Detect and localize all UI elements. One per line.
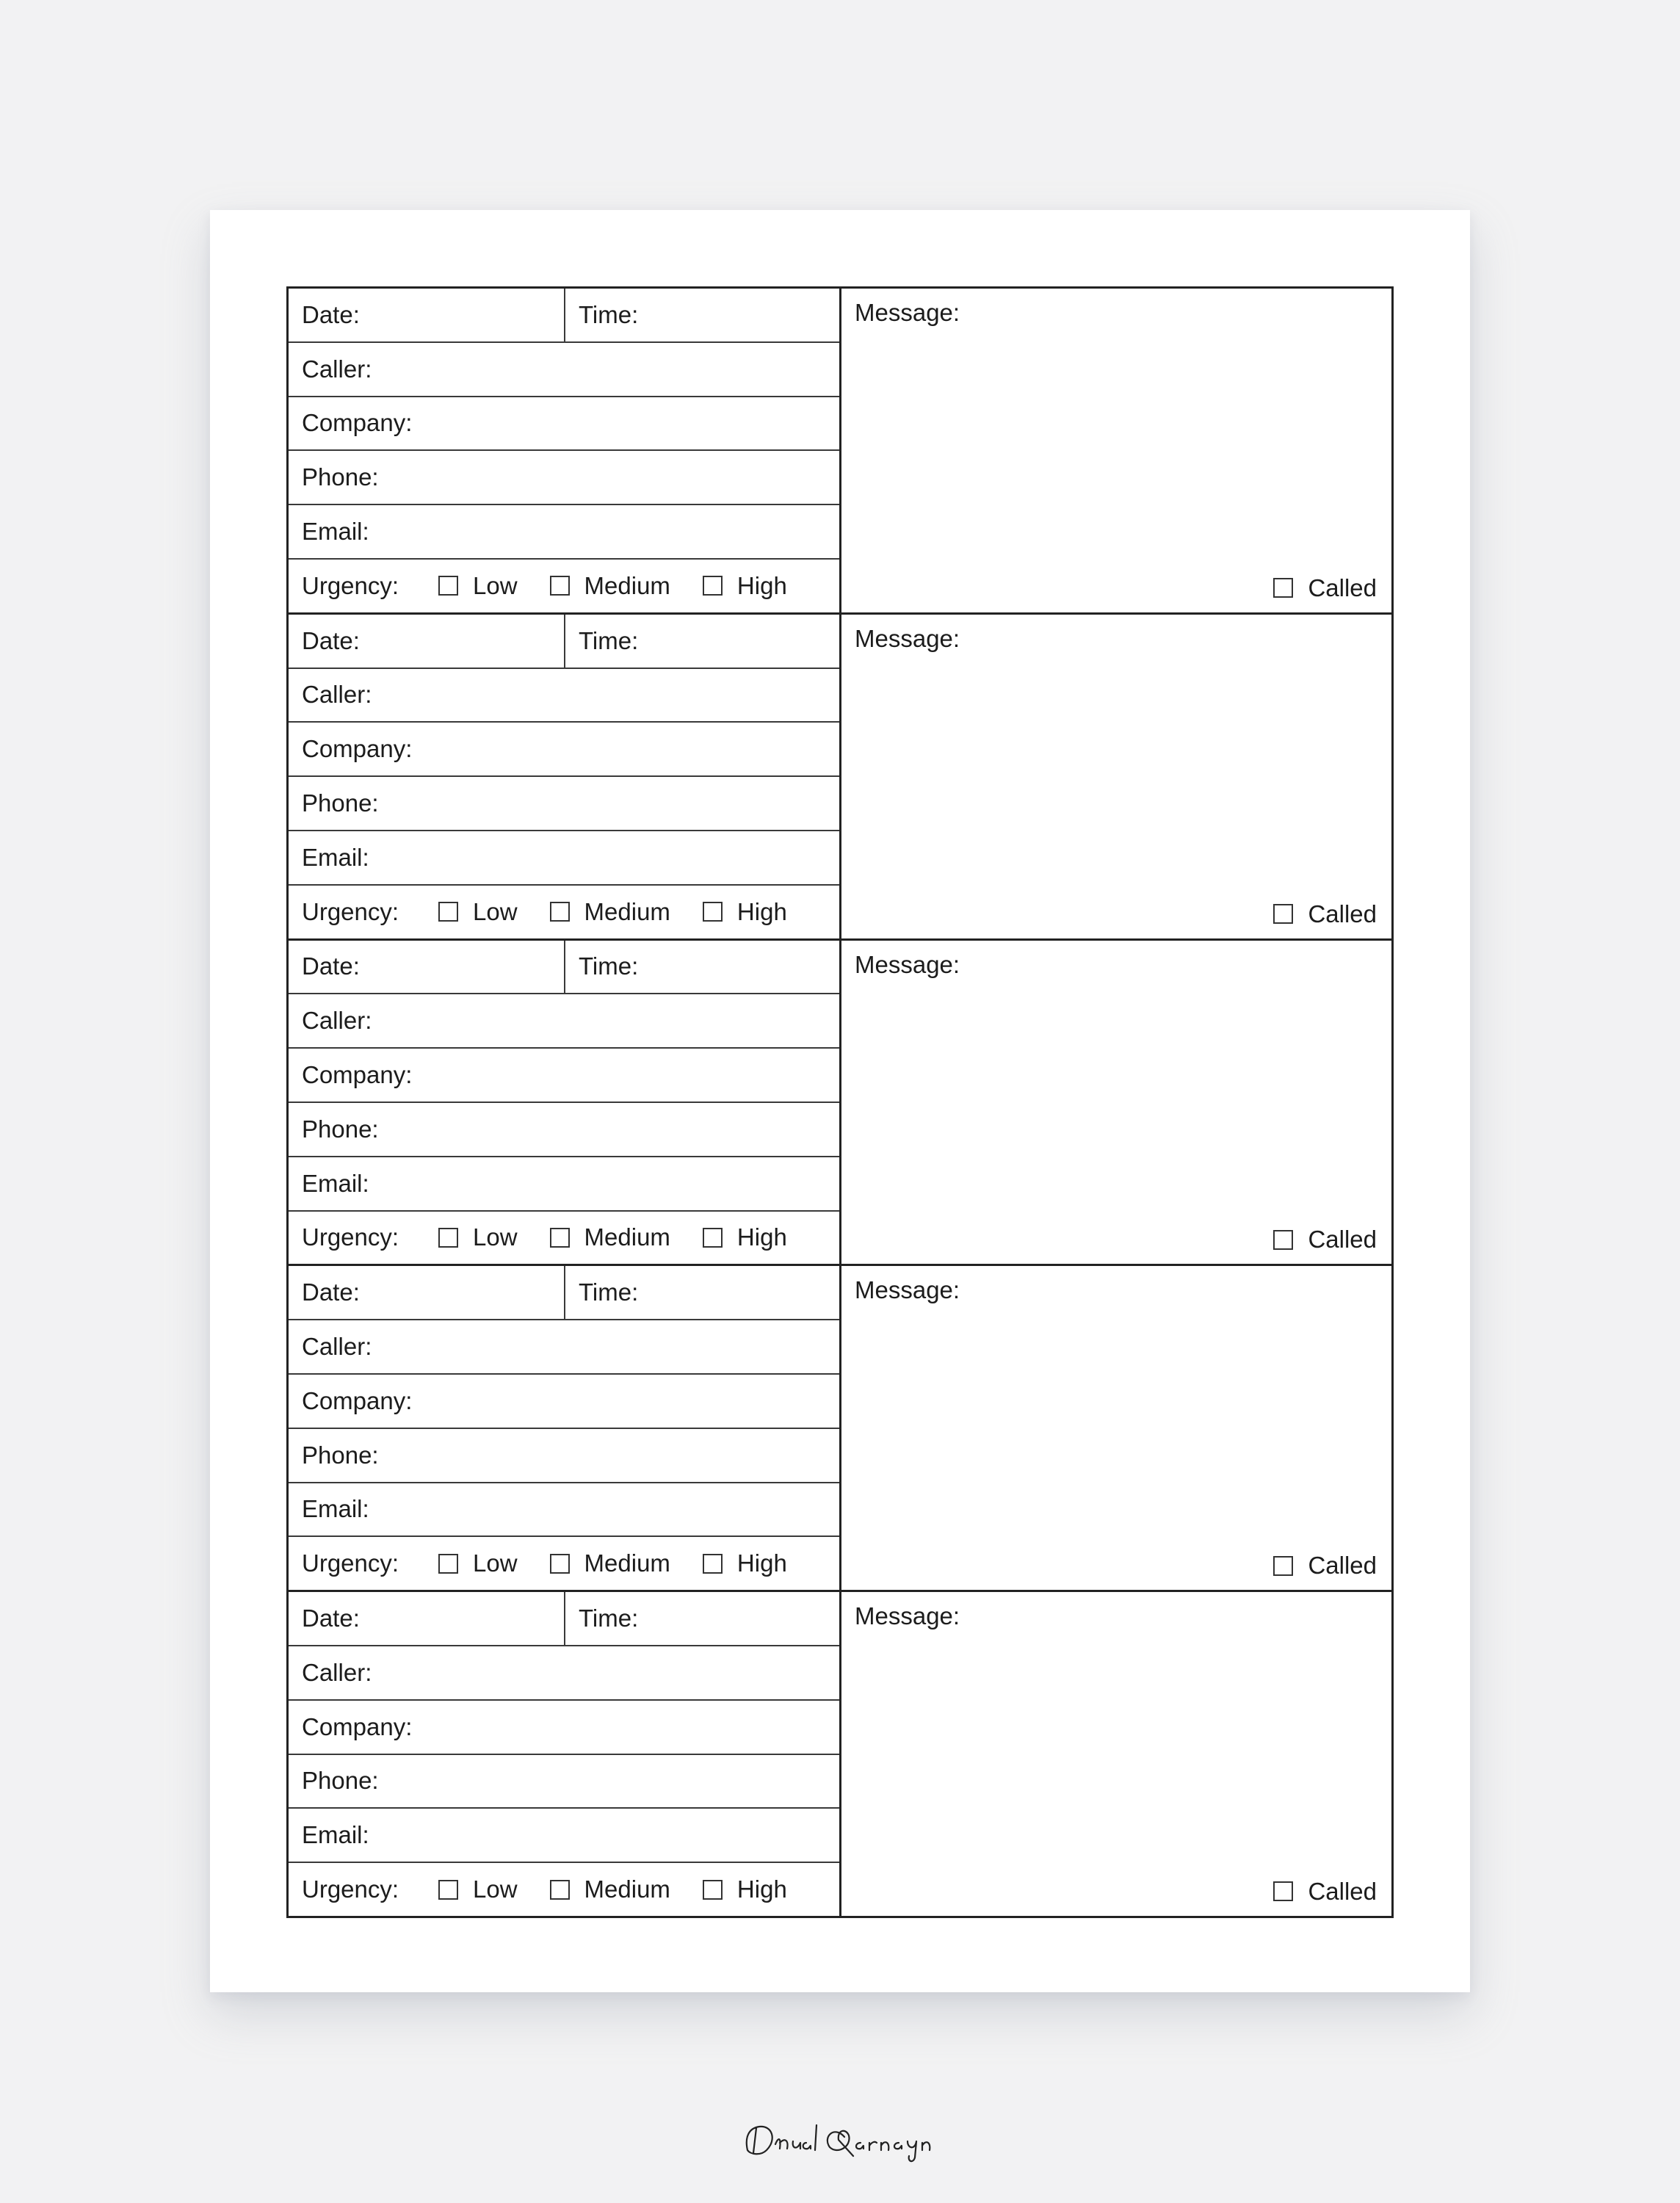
caller-details bbox=[289, 1592, 841, 1916]
caller-details bbox=[289, 289, 841, 612]
message-area[interactable] bbox=[841, 1592, 1391, 1916]
email-label: Email: bbox=[302, 1821, 369, 1849]
date-label: Date: bbox=[302, 1278, 360, 1306]
phone-label: Phone: bbox=[302, 789, 379, 817]
high-checkbox[interactable] bbox=[703, 576, 723, 596]
medium-checkbox[interactable] bbox=[550, 576, 570, 596]
high-label: High bbox=[736, 897, 787, 925]
date-field[interactable] bbox=[289, 1266, 565, 1319]
caller-details bbox=[289, 1266, 841, 1590]
phone-field[interactable] bbox=[289, 451, 839, 505]
date-field[interactable] bbox=[289, 941, 565, 994]
phone-label: Phone: bbox=[302, 1441, 379, 1469]
high-label: High bbox=[736, 1549, 787, 1577]
high-label: High bbox=[736, 1223, 787, 1251]
low-label: Low bbox=[473, 1223, 518, 1251]
urgency-medium-option[interactable] bbox=[550, 1223, 670, 1251]
low-checkbox[interactable] bbox=[438, 576, 458, 596]
medium-checkbox[interactable] bbox=[550, 1228, 570, 1248]
signature-logo bbox=[734, 2115, 947, 2166]
message-area[interactable] bbox=[841, 615, 1391, 938]
urgency-high-option[interactable] bbox=[703, 1875, 787, 1903]
company-field[interactable] bbox=[289, 1049, 839, 1103]
phone-field[interactable] bbox=[289, 1103, 839, 1157]
high-label: High bbox=[736, 571, 787, 599]
urgency-high-option[interactable] bbox=[703, 1223, 787, 1251]
email-field[interactable] bbox=[289, 1809, 839, 1863]
urgency-low-option[interactable] bbox=[438, 1549, 518, 1577]
email-label: Email: bbox=[302, 518, 369, 546]
company-label: Company: bbox=[302, 1061, 413, 1089]
time-field[interactable] bbox=[565, 941, 839, 994]
urgency-low-option[interactable] bbox=[438, 572, 518, 600]
time-label: Time: bbox=[579, 300, 639, 328]
called-label: Called bbox=[1308, 1552, 1377, 1580]
called-label: Called bbox=[1308, 1877, 1377, 1905]
medium-checkbox[interactable] bbox=[550, 1554, 570, 1574]
called-option[interactable] bbox=[1273, 574, 1377, 602]
called-label: Called bbox=[1308, 900, 1377, 927]
urgency-row bbox=[289, 1537, 839, 1590]
urgency-high-option[interactable] bbox=[703, 898, 787, 926]
message-label: Message: bbox=[855, 950, 960, 978]
date-label: Date: bbox=[302, 626, 360, 654]
message-log-grid bbox=[286, 286, 1394, 1918]
message-area[interactable] bbox=[841, 941, 1391, 1265]
low-label: Low bbox=[473, 1875, 518, 1903]
time-label: Time: bbox=[579, 1605, 639, 1632]
date-time-row bbox=[289, 941, 839, 995]
called-label: Called bbox=[1308, 574, 1377, 601]
email-field[interactable] bbox=[289, 1157, 839, 1212]
high-checkbox[interactable] bbox=[703, 902, 723, 922]
low-label: Low bbox=[473, 897, 518, 925]
date-field[interactable] bbox=[289, 615, 565, 668]
urgency-label: Urgency: bbox=[302, 1549, 399, 1577]
caller-label: Caller: bbox=[302, 681, 372, 709]
called-option[interactable] bbox=[1273, 900, 1377, 928]
date-time-row bbox=[289, 615, 839, 669]
urgency-medium-option[interactable] bbox=[550, 1875, 670, 1903]
phone-field[interactable] bbox=[289, 1429, 839, 1483]
date-label: Date: bbox=[302, 300, 360, 328]
low-checkbox[interactable] bbox=[438, 1880, 458, 1900]
date-time-row bbox=[289, 1592, 839, 1646]
caller-field[interactable] bbox=[289, 994, 839, 1049]
high-checkbox[interactable] bbox=[703, 1228, 723, 1248]
urgency-label: Urgency: bbox=[302, 897, 399, 925]
urgency-row bbox=[289, 886, 839, 938]
message-label: Message: bbox=[855, 1276, 960, 1304]
high-checkbox[interactable] bbox=[703, 1554, 723, 1574]
company-field[interactable] bbox=[289, 397, 839, 452]
date-label: Date: bbox=[302, 1605, 360, 1632]
time-label: Time: bbox=[579, 952, 639, 980]
called-checkbox[interactable] bbox=[1273, 1556, 1293, 1576]
email-field[interactable] bbox=[289, 1483, 839, 1538]
time-field[interactable] bbox=[565, 615, 839, 668]
time-field[interactable] bbox=[565, 289, 839, 341]
caller-details bbox=[289, 941, 841, 1265]
caller-label: Caller: bbox=[302, 355, 372, 383]
time-field[interactable] bbox=[565, 1592, 839, 1645]
message-area[interactable] bbox=[841, 289, 1391, 612]
urgency-high-option[interactable] bbox=[703, 1549, 787, 1577]
low-checkbox[interactable] bbox=[438, 902, 458, 922]
phone-field[interactable] bbox=[289, 1755, 839, 1809]
urgency-low-option[interactable] bbox=[438, 1223, 518, 1251]
email-field[interactable] bbox=[289, 505, 839, 560]
company-field[interactable] bbox=[289, 1375, 839, 1429]
phone-field[interactable] bbox=[289, 777, 839, 831]
called-checkbox[interactable] bbox=[1273, 1881, 1293, 1901]
message-area[interactable] bbox=[841, 1266, 1391, 1590]
company-label: Company: bbox=[302, 1386, 413, 1414]
caller-label: Caller: bbox=[302, 1333, 372, 1361]
time-label: Time: bbox=[579, 1278, 639, 1306]
date-time-row bbox=[289, 289, 839, 343]
phone-label: Phone: bbox=[302, 1767, 379, 1795]
caller-field[interactable] bbox=[289, 1320, 839, 1375]
message-entry bbox=[289, 289, 1391, 615]
time-field[interactable] bbox=[565, 1266, 839, 1319]
phone-label: Phone: bbox=[302, 1115, 379, 1143]
low-checkbox[interactable] bbox=[438, 1228, 458, 1248]
low-checkbox[interactable] bbox=[438, 1554, 458, 1574]
email-label: Email: bbox=[302, 1169, 369, 1197]
called-option[interactable] bbox=[1273, 1226, 1377, 1254]
urgency-low-option[interactable] bbox=[438, 898, 518, 926]
urgency-label: Urgency: bbox=[302, 1875, 399, 1903]
low-label: Low bbox=[473, 1549, 518, 1577]
urgency-low-option[interactable] bbox=[438, 1875, 518, 1903]
caller-field[interactable] bbox=[289, 1646, 839, 1701]
company-field[interactable] bbox=[289, 723, 839, 777]
called-checkbox[interactable] bbox=[1273, 904, 1293, 924]
high-label: High bbox=[736, 1875, 787, 1903]
message-label: Message: bbox=[855, 624, 960, 652]
called-checkbox[interactable] bbox=[1273, 1230, 1293, 1250]
form-sheet bbox=[210, 210, 1470, 1992]
company-label: Company: bbox=[302, 735, 413, 763]
date-time-row bbox=[289, 1266, 839, 1320]
urgency-high-option[interactable] bbox=[703, 572, 787, 600]
company-label: Company: bbox=[302, 409, 413, 437]
caller-label: Caller: bbox=[302, 1658, 372, 1686]
medium-label: Medium bbox=[584, 897, 670, 925]
message-entry bbox=[289, 1266, 1391, 1592]
email-field[interactable] bbox=[289, 831, 839, 886]
called-label: Called bbox=[1308, 1226, 1377, 1254]
message-entry bbox=[289, 615, 1391, 941]
date-field[interactable] bbox=[289, 289, 565, 341]
urgency-row bbox=[289, 1863, 839, 1916]
email-label: Email: bbox=[302, 1495, 369, 1523]
company-label: Company: bbox=[302, 1712, 413, 1740]
medium-label: Medium bbox=[584, 1549, 670, 1577]
caller-field[interactable] bbox=[289, 669, 839, 723]
called-option[interactable] bbox=[1273, 1552, 1377, 1580]
date-field[interactable] bbox=[289, 1592, 565, 1645]
message-label: Message: bbox=[855, 299, 960, 326]
medium-checkbox[interactable] bbox=[550, 902, 570, 922]
time-label: Time: bbox=[579, 626, 639, 654]
urgency-medium-option[interactable] bbox=[550, 572, 670, 600]
caller-label: Caller: bbox=[302, 1007, 372, 1035]
caller-details bbox=[289, 615, 841, 938]
urgency-medium-option[interactable] bbox=[550, 1549, 670, 1577]
message-entry bbox=[289, 941, 1391, 1267]
low-label: Low bbox=[473, 571, 518, 599]
medium-label: Medium bbox=[584, 1875, 670, 1903]
medium-label: Medium bbox=[584, 1223, 670, 1251]
company-field[interactable] bbox=[289, 1701, 839, 1755]
called-checkbox[interactable] bbox=[1273, 578, 1293, 598]
called-option[interactable] bbox=[1273, 1878, 1377, 1906]
date-label: Date: bbox=[302, 952, 360, 980]
medium-checkbox[interactable] bbox=[550, 1880, 570, 1900]
urgency-medium-option[interactable] bbox=[550, 898, 670, 926]
high-checkbox[interactable] bbox=[703, 1880, 723, 1900]
urgency-label: Urgency: bbox=[302, 1223, 399, 1251]
message-entry bbox=[289, 1592, 1391, 1916]
urgency-row bbox=[289, 1212, 839, 1265]
medium-label: Medium bbox=[584, 571, 670, 599]
caller-field[interactable] bbox=[289, 343, 839, 397]
message-label: Message: bbox=[855, 1602, 960, 1630]
urgency-row bbox=[289, 560, 839, 612]
phone-label: Phone: bbox=[302, 463, 379, 491]
urgency-label: Urgency: bbox=[302, 571, 399, 599]
email-label: Email: bbox=[302, 843, 369, 871]
